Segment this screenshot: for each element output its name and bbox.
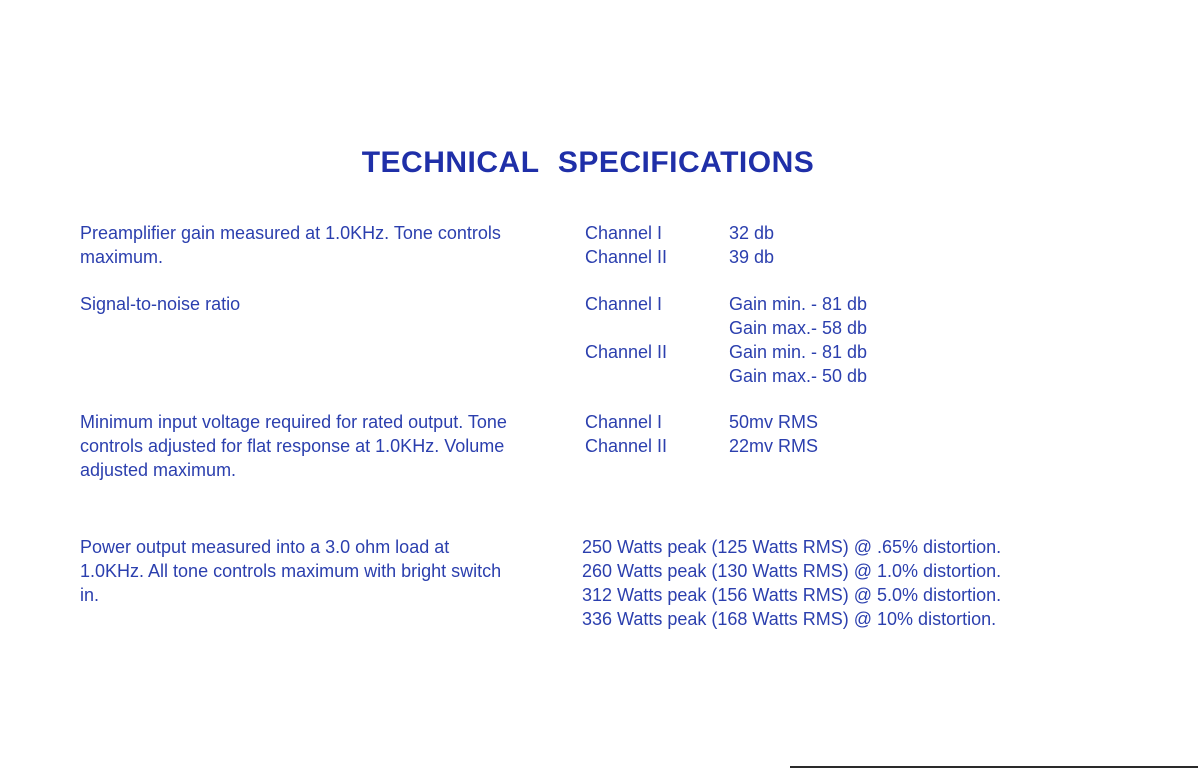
preamp-channel-1-label: Channel I [585,223,663,243]
power-output-list [582,535,1102,631]
power-output-line: 250 Watts peak (125 Watts RMS) @ .65% distortion. [582,537,1002,557]
input-channel-2-value: 22mv RMS [729,436,819,456]
page-title: TECHNICAL SPECIFICATIONS [361,146,815,179]
snr-channel-1-gain-max: Gain max.- 58 db [729,318,868,338]
snr-channel-2-gain-max: Gain max.- 50 db [729,366,868,386]
snr-channel-1-label: Channel I [585,294,663,314]
preamp-gain-description: Preamplifier gain measured at 1.0KHz. Tone controls maximum. [80,223,501,267]
power-output-description: Power output measured into a 3.0 ohm load at 1.0KHz. All tone controls maximum with bright switch in. [80,537,502,605]
power-output-line: 260 Watts peak (130 Watts RMS) @ 1.0% distortion. [582,561,1002,581]
input-voltage-description: Minimum input voltage required for rated output. Tone controls adjusted for flat response at 1.0KHz. Volume adjusted maximum. [80,412,507,480]
preamp-channel-2-label: Channel II [585,247,668,267]
snr-channel-1-gain-min: Gain min. - 81 db [729,294,868,314]
power-output-line: 312 Watts peak (156 Watts RMS) @ 5.0% distortion. [582,585,1002,605]
input-channel-2-label: Channel II [585,436,668,456]
bottom-divider [790,766,1198,768]
snr-channel-2-gain-min: Gain min. - 81 db [729,342,868,362]
input-channel-1-value: 50mv RMS [729,412,819,432]
snr-channel-2-label: Channel II [585,342,668,362]
power-output-line: 336 Watts peak (168 Watts RMS) @ 10% distortion. [582,609,997,629]
preamp-channel-2-value: 39 db [729,247,775,267]
input-channel-1-label: Channel I [585,412,663,432]
preamp-channel-1-value: 32 db [729,223,775,243]
snr-description: Signal-to-noise ratio [80,294,241,314]
